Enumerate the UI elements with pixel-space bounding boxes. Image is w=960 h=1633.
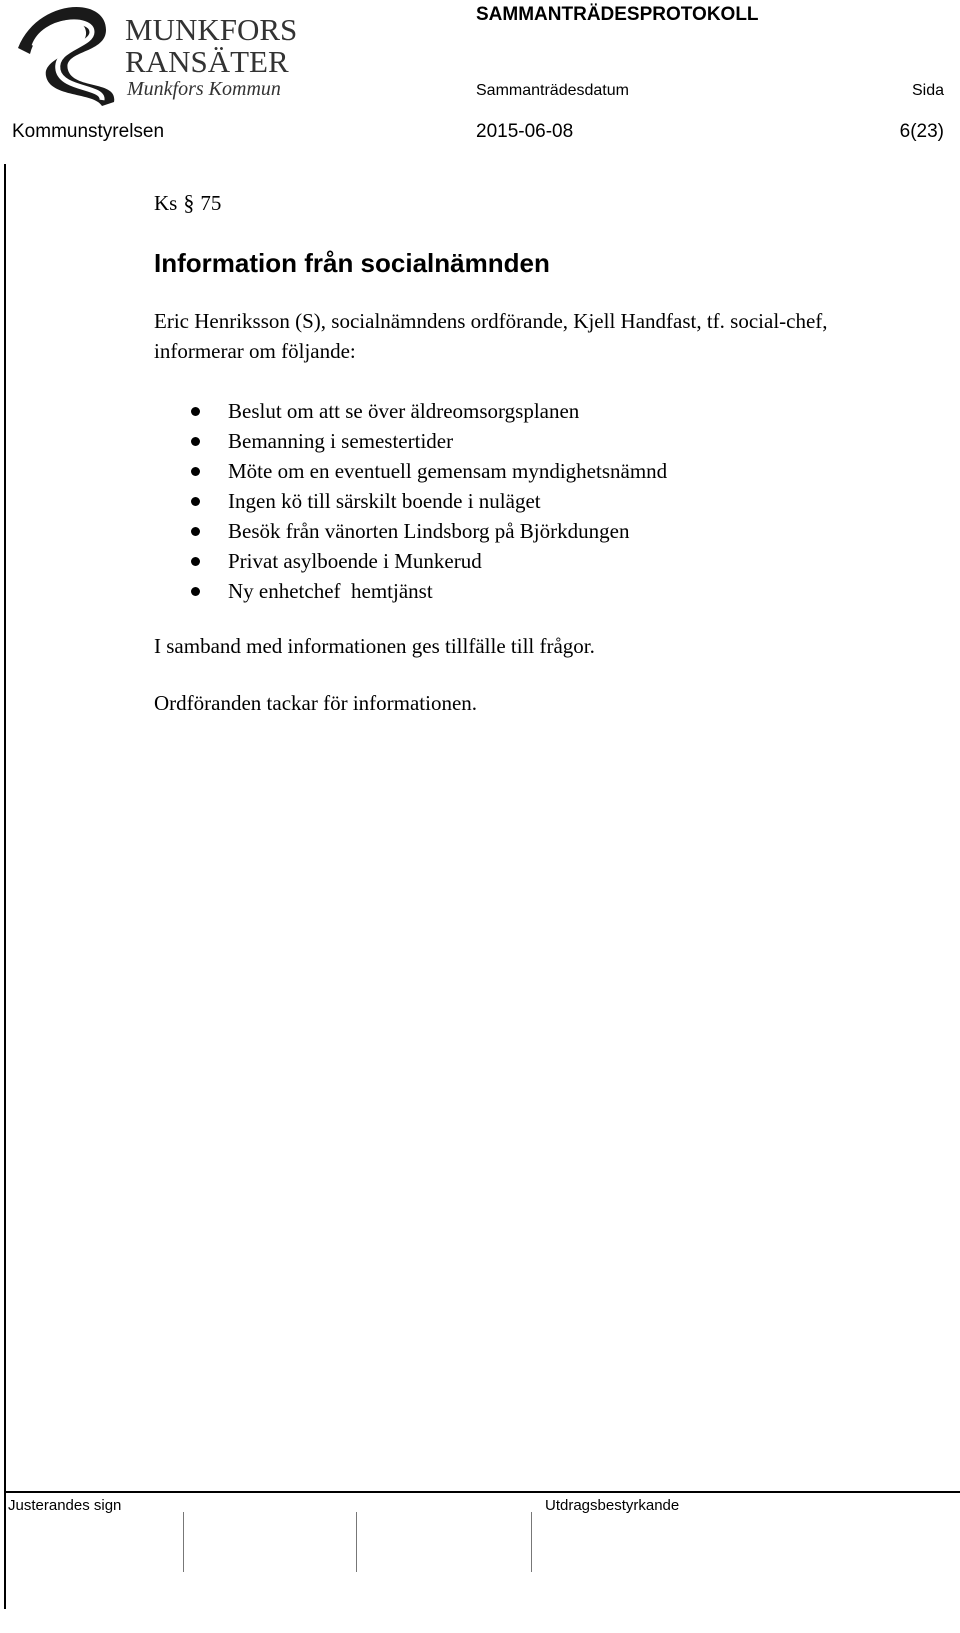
- page-label: Sida: [911, 82, 944, 99]
- bullet-icon: [191, 497, 200, 506]
- logo-line2: RANSÄTER: [125, 44, 289, 79]
- list-item: Beslut om att se över äldreomsorgsplanen: [154, 396, 667, 426]
- bullet-icon: [191, 467, 200, 476]
- bullet-icon: [191, 407, 200, 416]
- bullet-icon: [191, 587, 200, 596]
- left-margin-line: [4, 164, 6, 1609]
- list-item: Möte om en eventuell gemensam myndighetsnämnd: [154, 456, 667, 486]
- footer-divider: [4, 1491, 960, 1493]
- signature-box-divider: [183, 1512, 184, 1572]
- section-number: [154, 190, 221, 216]
- section-title: Information från socialnämnden: [154, 248, 550, 278]
- bullet-icon: [191, 527, 200, 536]
- page-number: 6(23): [899, 121, 944, 142]
- section-prefix: Ks: [154, 191, 178, 215]
- intro-paragraph: Eric Henriksson (S), socialnämndens ordförande, Kjell Handfast, tf. social-chef, informerar om följande:: [154, 309, 828, 363]
- meeting-date: 2015-06-08: [476, 121, 574, 142]
- list-item: Bemanning i semestertider: [154, 426, 667, 456]
- bullet-icon: [191, 557, 200, 566]
- closing-paragraph: Ordföranden tackar för informationen.: [154, 691, 478, 715]
- adjuster-signature-label: Justerandes sign: [8, 1497, 122, 1514]
- logo-line1: MUNKFORS: [125, 12, 298, 47]
- document-type: SAMMANTRÄDESPROTOKOLL: [476, 4, 759, 25]
- list-item: Ingen kö till särskilt boende i nuläget: [154, 486, 667, 516]
- signature-box-divider: [531, 1512, 532, 1572]
- organization: Kommunstyrelsen: [12, 121, 165, 142]
- section-num: 75: [200, 191, 222, 215]
- list-item: Besök från vänorten Lindsborg på Björkdungen: [154, 516, 667, 546]
- list-item: Privat asylboende i Munkerud: [154, 546, 667, 576]
- followup-paragraph: I samband med informationen ges tillfälle till frågor.: [154, 634, 595, 658]
- bullet-icon: [191, 437, 200, 446]
- date-label: Sammanträdesdatum: [476, 82, 629, 99]
- extract-certification-label: Utdragsbestyrkande: [545, 1497, 680, 1514]
- paragraph-symbol: §: [183, 190, 195, 215]
- list-item: Ny enhetchef hemtjänst: [154, 576, 667, 606]
- logo-line3: Munkfors Kommun: [127, 78, 281, 100]
- bullet-list: [154, 396, 667, 606]
- munkfors-ransater-logo-icon: [10, 2, 300, 110]
- signature-box-divider: [356, 1512, 357, 1572]
